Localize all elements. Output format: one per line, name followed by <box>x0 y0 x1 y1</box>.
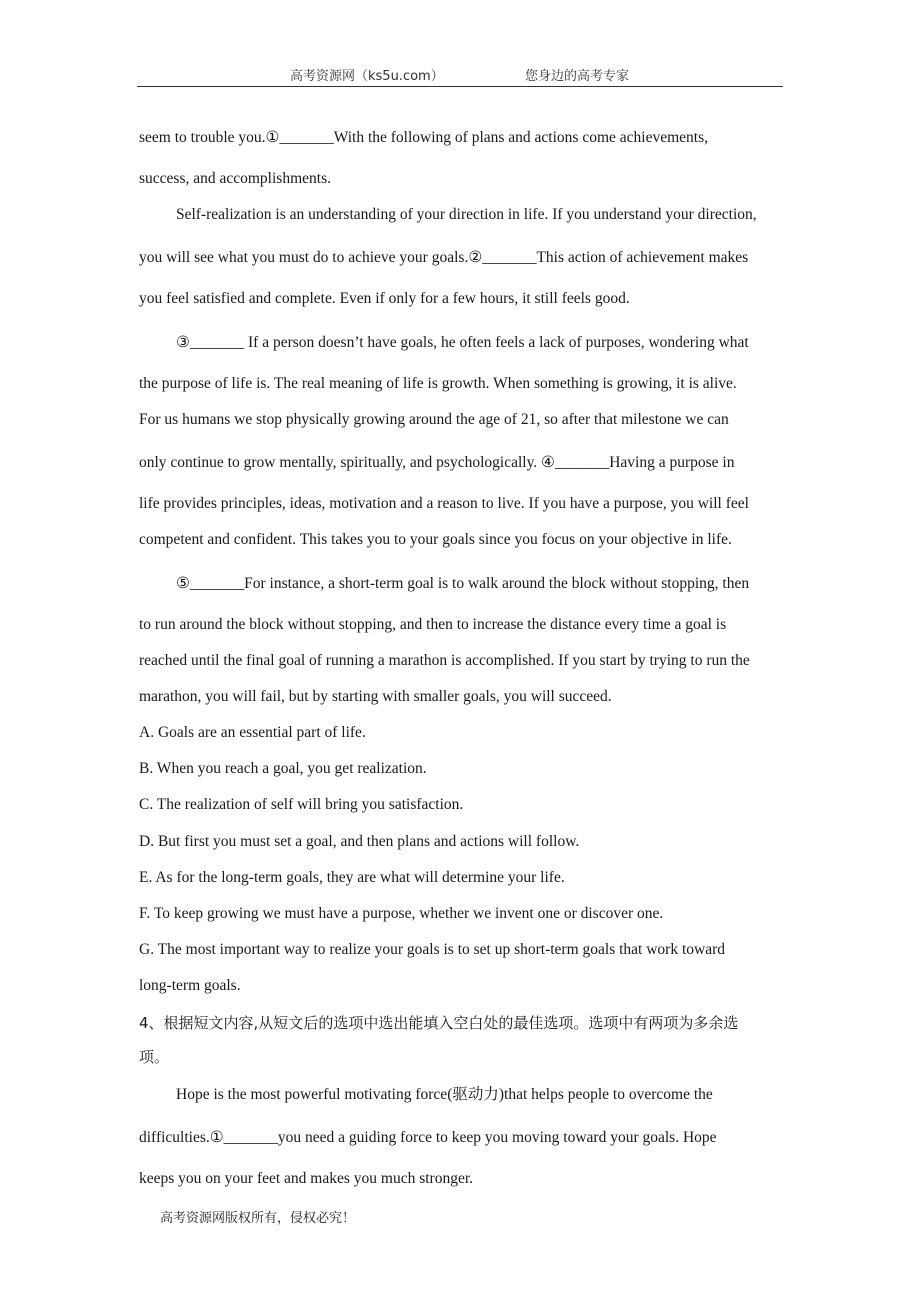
passage-line: to run around the block without stopping, and then to increase the distance every time a goal is <box>139 616 727 633</box>
question-instruction-continued: 项。 <box>139 1048 170 1066</box>
passage-line: ③_______ If a person doesn’t have goals, he often feels a lack of purposes, wondering what <box>176 334 749 351</box>
option-c: C. The realization of self will bring you satisfaction. <box>139 796 464 813</box>
passage-line: only continue to grow mentally, spiritually, and psychologically. ④_______Having a purpose in <box>139 454 735 471</box>
page-footer: 高考资源网版权所有，侵权必究！ <box>160 1211 356 1226</box>
passage-line: difficulties.①_______you need a guiding force to keep you moving toward your goals. Hope <box>139 1129 717 1146</box>
passage-line: For us humans we stop physically growing around the age of 21, so after that milestone we can <box>139 411 729 428</box>
passage-line: you feel satisfied and complete. Even if only for a few hours, it still feels good. <box>139 290 630 307</box>
question-instruction: 4、根据短文内容,从短文后的选项中选出能填入空白处的最佳选项。选项中有两项为多余选 <box>139 1014 739 1032</box>
option-a: A. Goals are an essential part of life. <box>139 724 366 741</box>
option-f: F. To keep growing we must have a purpose, whether we invent one or discover one. <box>139 905 664 922</box>
option-e: E. As for the long-term goals, they are what will determine your life. <box>139 869 565 886</box>
option-b: B. When you reach a goal, you get realization. <box>139 760 427 777</box>
passage-line: life provides principles, ideas, motivation and a reason to live. If you have a purpose, you will feel <box>139 495 749 512</box>
passage-line: marathon, you will fail, but by starting with smaller goals, you will succeed. <box>139 688 612 705</box>
passage-line: the purpose of life is. The real meaning of life is growth. When something is growing, it is alive. <box>139 375 737 392</box>
passage-line: seem to trouble you.①_______With the following of plans and actions come achievements, <box>139 129 708 146</box>
passage-line: competent and confident. This takes you to your goals since you focus on your objective in life. <box>139 531 732 548</box>
header-slogan: 您身边的高考专家 <box>525 69 630 84</box>
option-g: G. The most important way to realize your goals is to set up short-term goals that work toward <box>139 941 726 958</box>
option-g-continued: long-term goals. <box>139 977 241 994</box>
passage-line: Self-realization is an understanding of your direction in life. If you understand your direction, <box>176 206 757 223</box>
page-header <box>137 62 783 87</box>
passage-line: ⑤_______For instance, a short-term goal is to walk around the block without stopping, then <box>176 575 750 592</box>
passage-line: success, and accomplishments. <box>139 170 331 187</box>
passage-line: you will see what you must do to achieve your goals.②_______This action of achievement makes <box>139 249 749 266</box>
passage-line: keeps you on your feet and makes you much stronger. <box>139 1170 474 1187</box>
option-d: D. But first you must set a goal, and then plans and actions will follow. <box>139 833 580 850</box>
passage-line: Hope is the most powerful motivating force(驱动力)that helps people to overcome the <box>176 1086 713 1103</box>
header-site-name: 高考资源网（ks5u.com） <box>290 69 444 84</box>
passage-line: reached until the final goal of running a marathon is accomplished. If you start by trying to run the <box>139 652 750 669</box>
